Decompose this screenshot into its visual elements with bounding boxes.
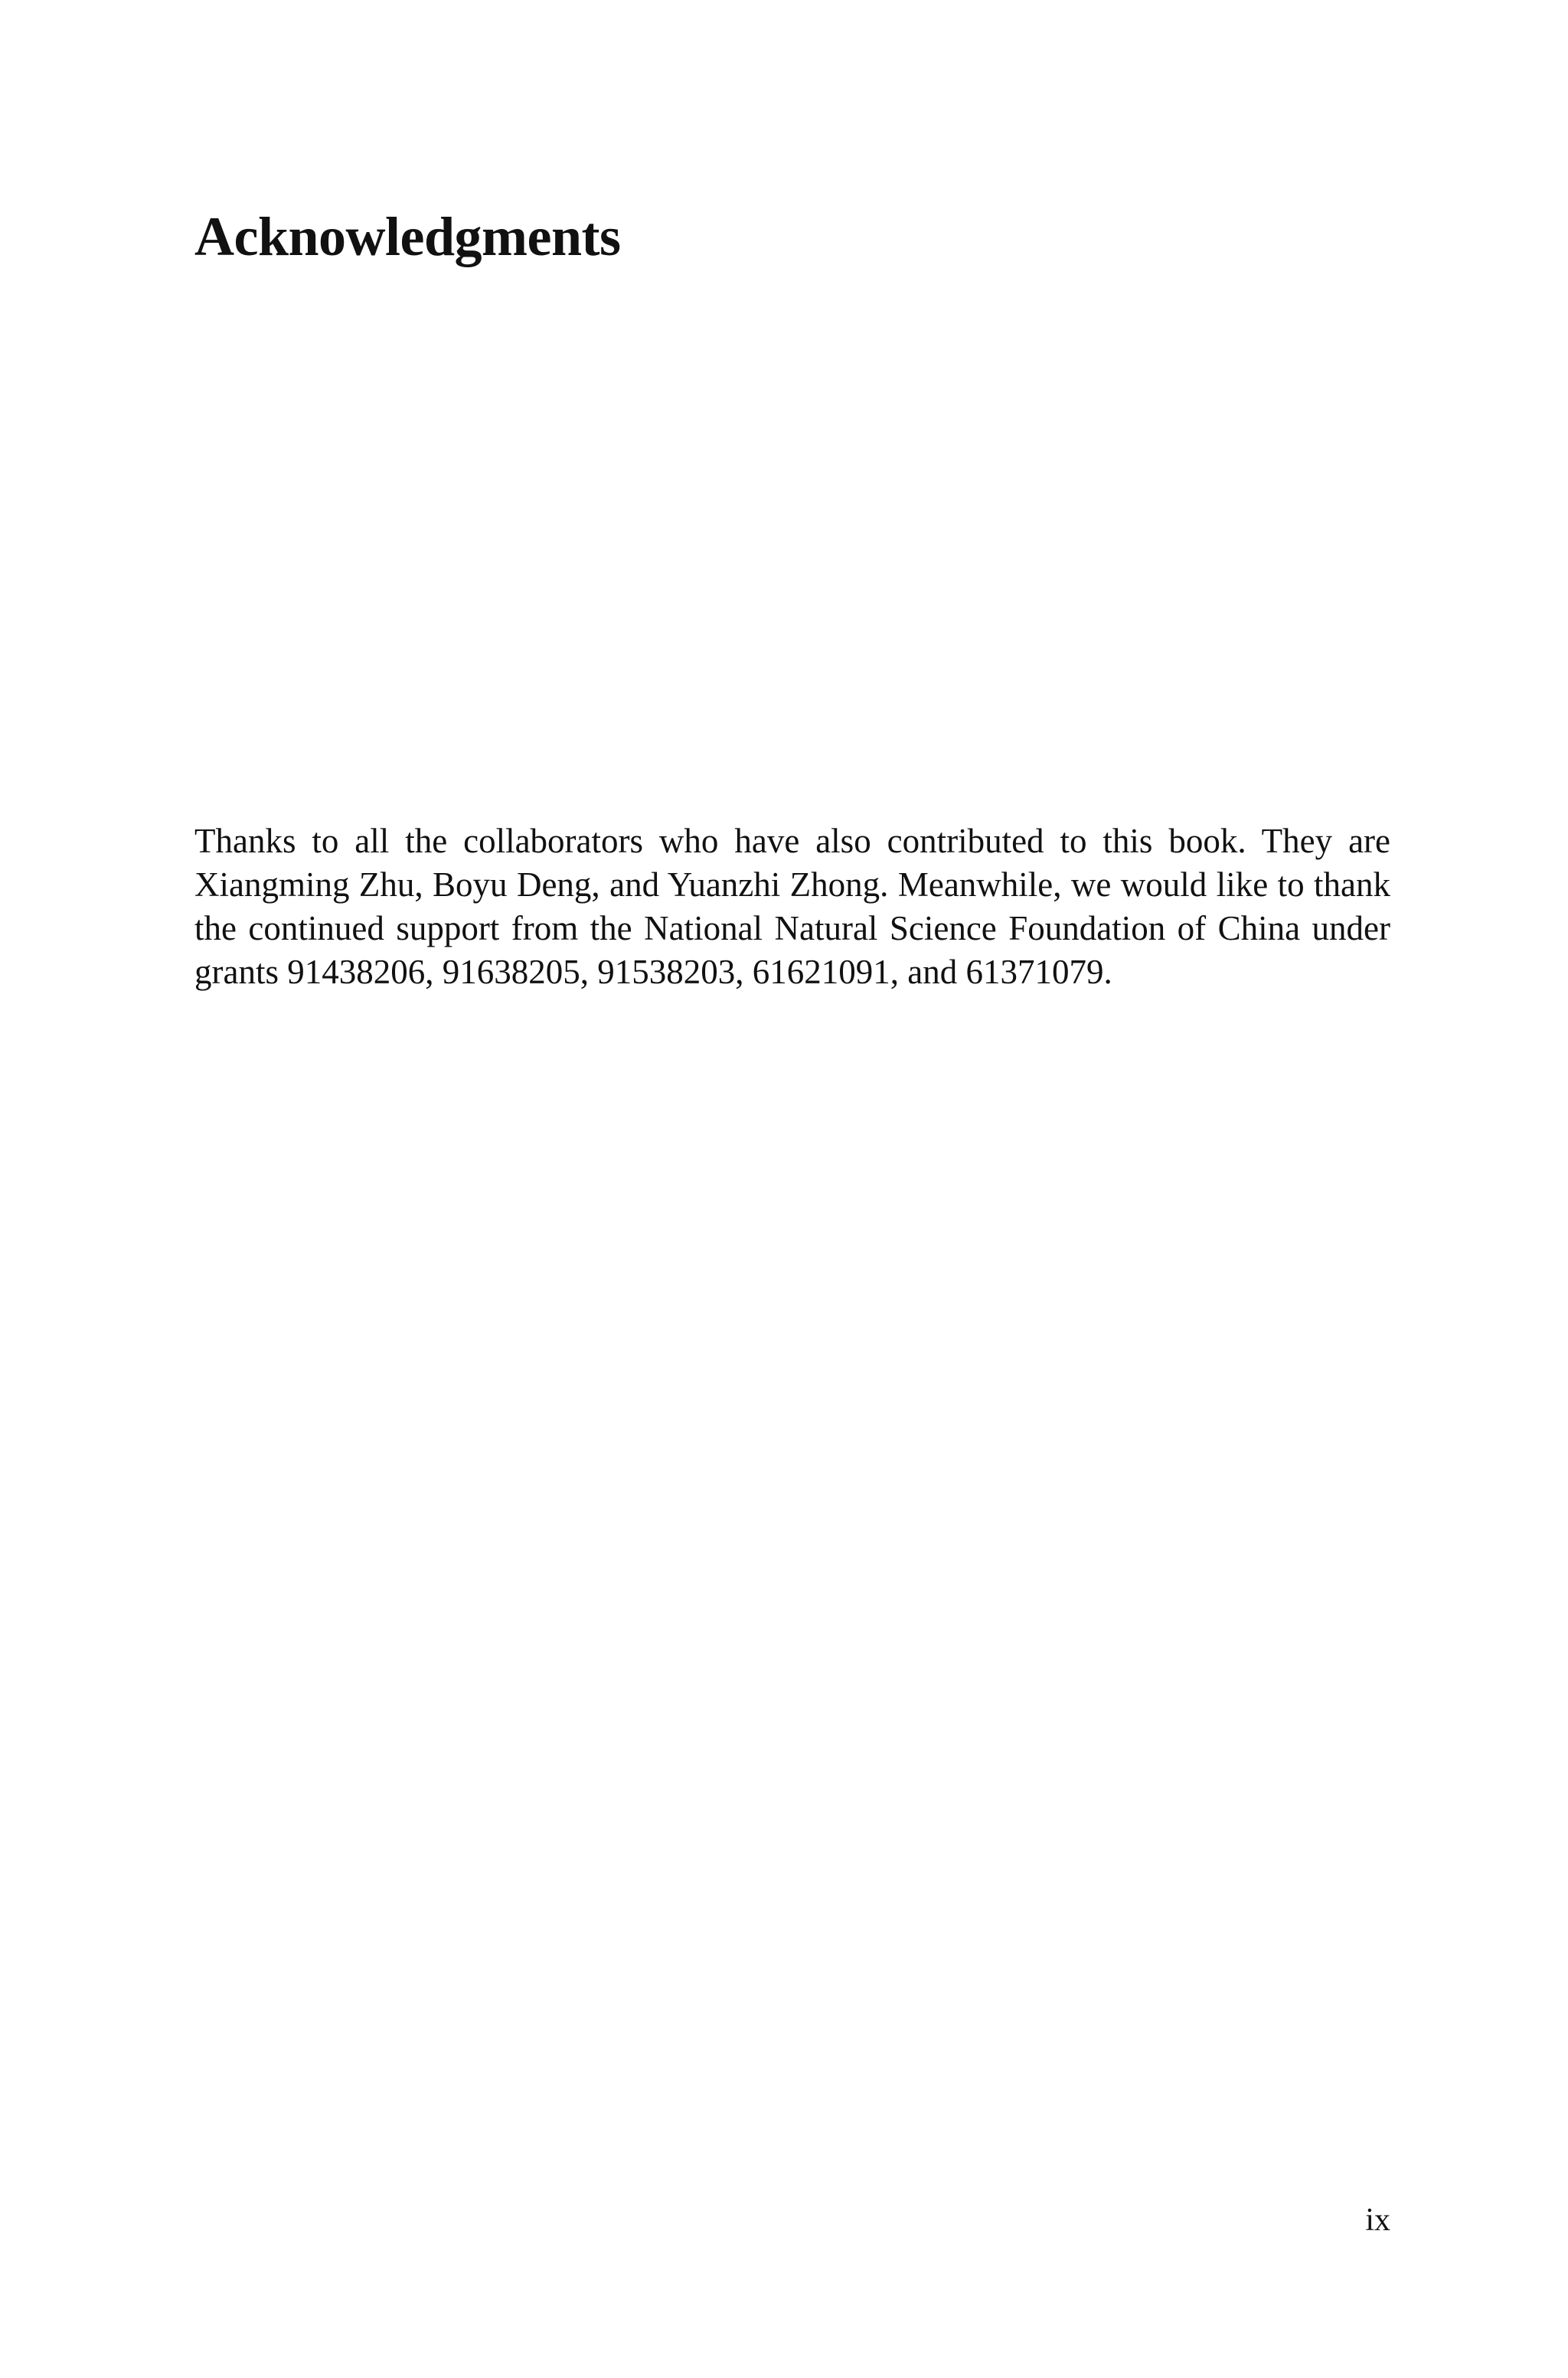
acknowledgments-paragraph: Thanks to all the collaborators who have also contributed to this book. They are Xiangming Zhu, Boyu Deng, and Yuanzhi Zhong. Meanwhile, we would like to thank the continued support from the National Natural Science Foundation of China under grants 91438206, 91638205, 91538203, 61621091, and 61371079. <box>194 822 1390 991</box>
page-number: ix <box>1365 2203 1390 2238</box>
page-title: Acknowledgments <box>194 206 621 267</box>
